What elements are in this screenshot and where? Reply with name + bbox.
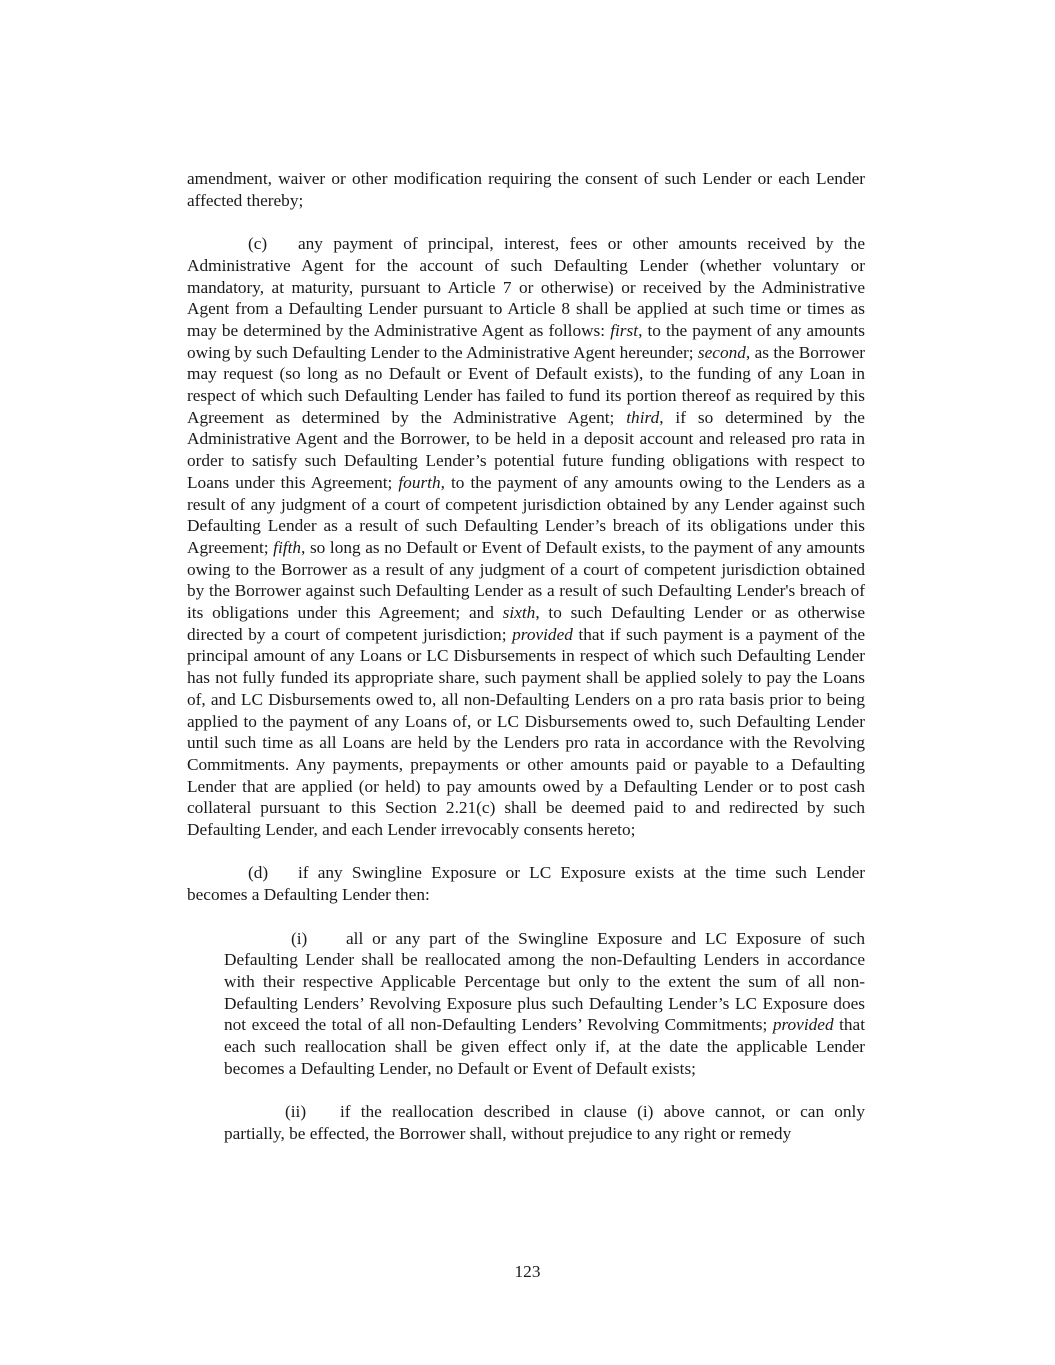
paragraph-c-text-8: that if such payment is a payment of the principal amount of any Loans or LC Disbursements in respect of which such Defaulting Lender has not fully funded its appropriate share, such payment shall be applied solely to pay the Loans of, and LC Disbursements owed to, all non-Defaulting Lenders on a pro rata basis prior to being applied to the payment of any Loans of, or LC Disbursements owed to, such Defaulting Lender until such time as all Loans are held by the Lenders pro rata in accordance with the Revolving Commitments. Any payments, prepayments or other amounts paid or payable to a Defaulting Lender that are applied (or held) to pay amounts owed by a Defaulting Lender or to post cash collateral pursuant to this Section 2.21(c) shall be deemed paid to and redirected by such Defaulting Lender, and each Lender irrevocably consents hereto; bbox=[187, 624, 865, 840]
subparagraph-i bbox=[224, 928, 865, 1080]
page-number: 123 bbox=[514, 1262, 541, 1281]
clause-label-i: (i) bbox=[291, 928, 308, 948]
paragraph-d bbox=[187, 862, 865, 905]
subparagraph-ii bbox=[224, 1101, 865, 1144]
ordinal-fourth: fourth bbox=[398, 472, 441, 492]
ordinal-first: first bbox=[610, 320, 639, 340]
paragraph-d-text: if any Swingline Exposure or LC Exposure exists at the time such Lender becomes a Defaulting Lender then: bbox=[187, 863, 865, 905]
ordinal-sixth: sixth bbox=[502, 603, 536, 623]
paragraph-c-text-6: , so long as no Default or Event of Default exists, to the payment of any amounts owing to the Borrower as a result of any judgment of a court of competent jurisdiction obtained by the Borrower against such Defaulting Lender as a result of such Defaulting Lender's breach of its obligations under this Agreement; and bbox=[187, 537, 865, 623]
paragraph-c bbox=[187, 233, 865, 841]
ordinal-fifth: fifth bbox=[273, 537, 302, 557]
paragraph-c-text-5: , to the payment of any amounts owing to the Lenders as a result of any judgment of a court of competent jurisdiction obtained by any Lender against such Defaulting Lender as a result of such Defaulting Lender’s breach of its obligations under this Agreement; bbox=[187, 472, 865, 557]
paragraph-c-text-7: , to such Defaulting Lender or as otherwise directed by a court of competent jurisdiction; bbox=[187, 603, 865, 644]
ordinal-second: second bbox=[697, 342, 746, 362]
provided-term-i: provided bbox=[772, 1015, 834, 1035]
paragraph-c-text-3: , as the Borrower may request (so long as no Default or Event of Default exists), to the funding of any Loan in respect of which such Defaulting Lender has failed to fund its portion thereof as required by this Agreement as determined by the Administrative Agent; bbox=[187, 342, 865, 427]
paragraph-c-text-2: , to the payment of any amounts owing by such Defaulting Lender to the Administrative Agent hereunder; bbox=[187, 320, 865, 362]
subparagraph-ii-text: if the reallocation described in clause (i) above cannot, or can only partially, be effected, the Borrower shall, without prejudice to any right or remedy bbox=[224, 1102, 865, 1143]
ordinal-third: third bbox=[626, 407, 660, 427]
paragraph-c-text-4: , if so determined by the Administrative Agent and the Borrower, to be held in a deposit account and released pro rata in order to satisfy such Defaulting Lender’s potential future funding obligations with respect to Loans under this Agreement; bbox=[187, 407, 865, 492]
subparagraph-i-text-1: all or any part of the Swingline Exposure and LC Exposure of such Defaulting Lender shall be reallocated among the non-Defaulting Lenders in accordance with their respective Applicable Percentage but only to the extent the sum of all non-Defaulting Lenders’ Revolving Exposure plus such Defaulting Lender’s LC Exposure does not exceed the total of all non-Defaulting Lenders’ Revolving Commitments; bbox=[224, 928, 865, 1035]
clause-label-d: (d) bbox=[248, 863, 269, 883]
provided-term: provided bbox=[512, 624, 573, 644]
clause-label-ii: (ii) bbox=[285, 1102, 307, 1122]
paragraph-intro: amendment, waiver or other modification requiring the consent of such Lender or each Lender affected thereby; bbox=[187, 169, 865, 210]
subparagraph-i-text-2: that each such reallocation shall be given effect only if, at the date the applicable Lender becomes a Defaulting Lender, no Default or Event of Default exists; bbox=[224, 1015, 866, 1078]
subclause-list bbox=[224, 928, 865, 1145]
clause-label-c: (c) bbox=[248, 234, 268, 254]
paragraph-c-text-1: any payment of principal, interest, fees or other amounts received by the Administrative Agent for the account of such Defaulting Lender (whether voluntary or mandatory, at maturity, pursuant to Article 7 or otherwise) or received by the Administrative Agent from a Defaulting Lender pursuant to Article 8 shall be applied at such time or times as may be determined by the Administrative Agent as follows: bbox=[187, 234, 865, 340]
document-page-body bbox=[187, 168, 865, 1145]
